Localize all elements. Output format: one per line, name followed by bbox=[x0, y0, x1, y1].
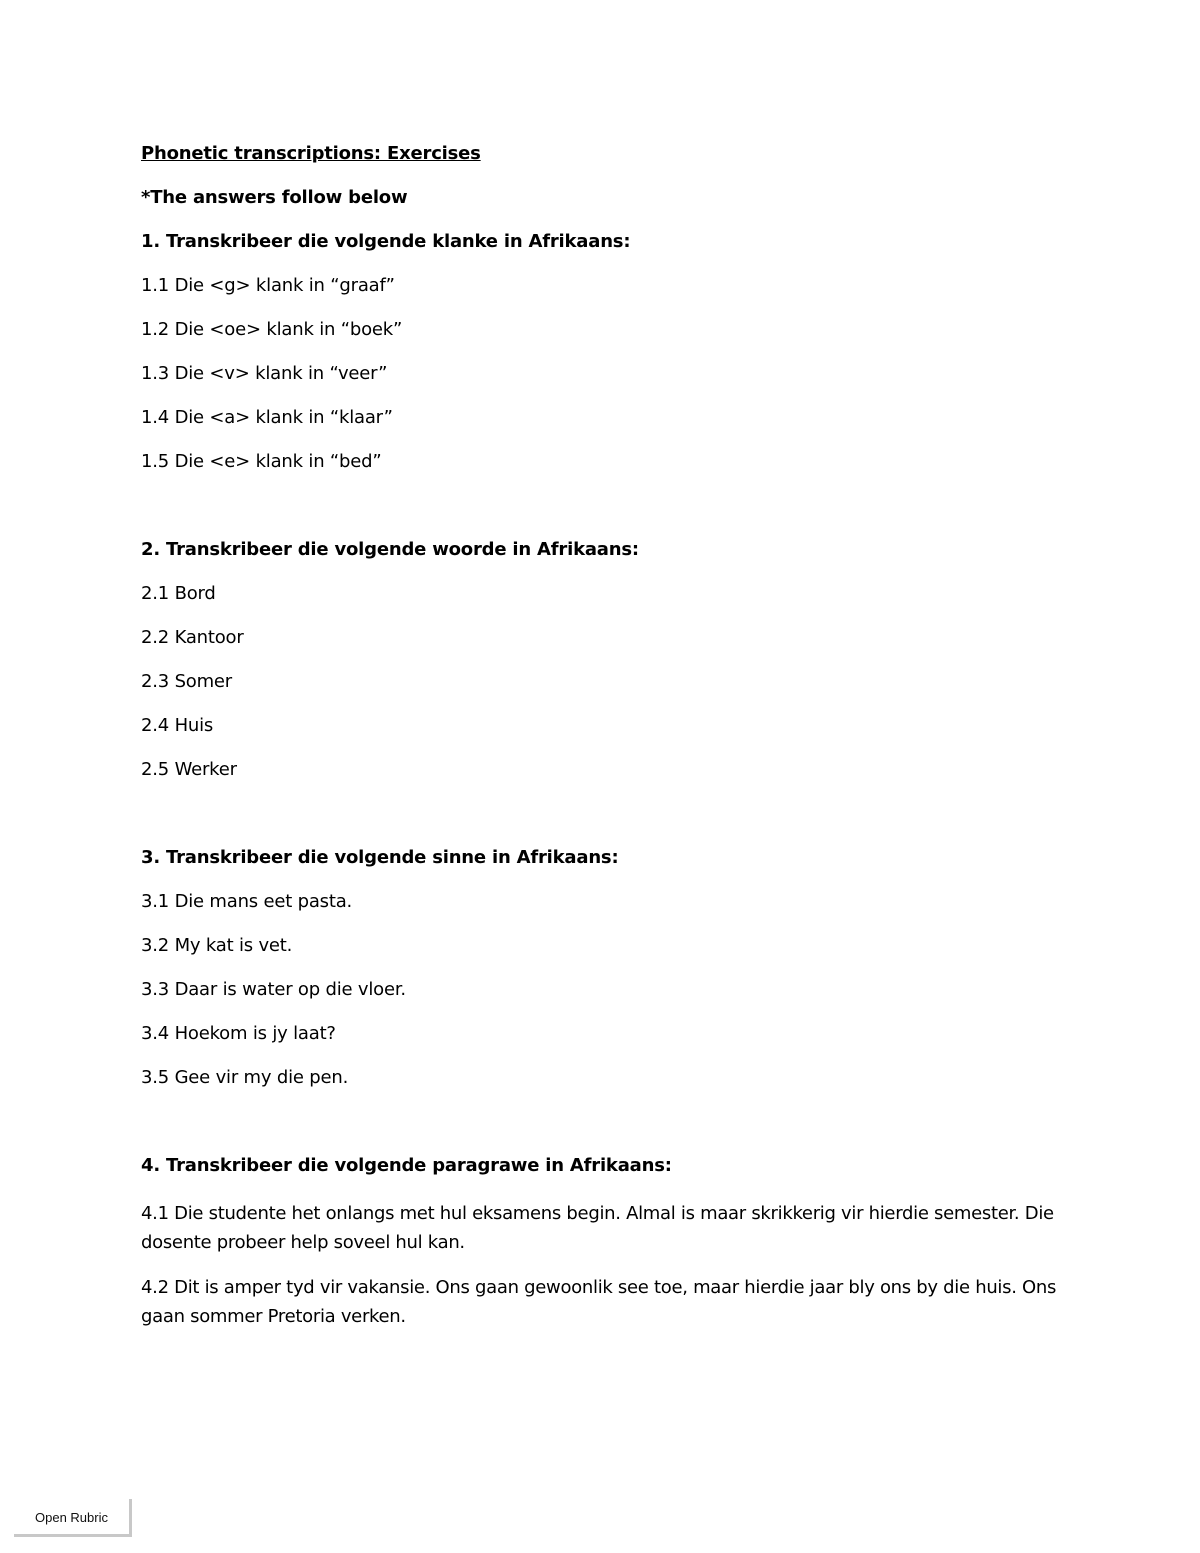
list-item bbox=[141, 1067, 1071, 1089]
section-spacer bbox=[141, 495, 1071, 539]
item-text: Die <oe> klank in “boek” bbox=[174, 319, 403, 340]
item-number: 4.2 bbox=[141, 1277, 169, 1298]
item-number: 2.4 bbox=[141, 715, 170, 736]
item-text: Die studente het onlangs met hul eksamens begin. Almal is maar skrikkerig vir hierdie semester. Die dosente probeer help soveel hul kan. bbox=[141, 1203, 1054, 1253]
item-number: 4.1 bbox=[141, 1203, 169, 1224]
section-spacer bbox=[141, 803, 1071, 847]
document-title: Phonetic transcriptions: Exercises bbox=[141, 143, 481, 164]
item-number: 3.4 bbox=[141, 1023, 170, 1044]
item-number: 3.5 bbox=[141, 1067, 170, 1088]
item-text: Hoekom is jy laat? bbox=[174, 1023, 336, 1044]
item-text: Kantoor bbox=[174, 627, 244, 648]
item-text: Die <g> klank in “graaf” bbox=[174, 275, 395, 296]
item-number: 3.1 bbox=[141, 891, 170, 912]
list-item bbox=[141, 319, 1071, 341]
item-text: Bord bbox=[174, 583, 216, 604]
list-item bbox=[141, 275, 1071, 297]
list-item bbox=[141, 627, 1071, 649]
item-text: Die <a> klank in “klaar” bbox=[174, 407, 393, 428]
item-number: 1.1 bbox=[141, 275, 170, 296]
list-item bbox=[141, 935, 1071, 957]
item-number: 3.2 bbox=[141, 935, 170, 956]
item-text: Huis bbox=[174, 715, 214, 736]
item-text: Die mans eet pasta. bbox=[174, 891, 353, 912]
item-number: 2.1 bbox=[141, 583, 170, 604]
item-text: Gee vir my die pen. bbox=[174, 1067, 349, 1088]
item-text: Werker bbox=[174, 759, 237, 780]
section-heading: 3. Transkribeer die volgende sinne in Afrikaans: bbox=[141, 847, 619, 868]
list-item bbox=[141, 1023, 1071, 1045]
item-number: 1.3 bbox=[141, 363, 170, 384]
list-item bbox=[141, 715, 1071, 737]
open-rubric-button[interactable]: Open Rubric bbox=[14, 1499, 132, 1537]
item-number: 1.5 bbox=[141, 451, 170, 472]
item-text: Dit is amper tyd vir vakansie. Ons gaan gewoonlik see toe, maar hierdie jaar bly ons by die huis. Ons gaan sommer Pretoria verken. bbox=[141, 1277, 1057, 1327]
item-number: 1.4 bbox=[141, 407, 170, 428]
document-content bbox=[141, 143, 1071, 1347]
section-heading: 1. Transkribeer die volgende klanke in Afrikaans: bbox=[141, 231, 631, 252]
item-text: My kat is vet. bbox=[174, 935, 293, 956]
list-item bbox=[141, 759, 1071, 781]
list-item bbox=[141, 891, 1071, 913]
item-number: 2.2 bbox=[141, 627, 170, 648]
paragraph-item bbox=[141, 1273, 1071, 1331]
item-number: 2.3 bbox=[141, 671, 170, 692]
item-text: Die <v> klank in “veer” bbox=[174, 363, 388, 384]
item-number: 3.3 bbox=[141, 979, 170, 1000]
answers-note: *The answers follow below bbox=[141, 187, 408, 208]
item-text: Die <e> klank in “bed” bbox=[174, 451, 382, 472]
list-item bbox=[141, 451, 1071, 473]
item-text: Somer bbox=[174, 671, 233, 692]
list-item bbox=[141, 979, 1071, 1001]
item-number: 1.2 bbox=[141, 319, 170, 340]
list-item bbox=[141, 363, 1071, 385]
item-text: Daar is water op die vloer. bbox=[174, 979, 406, 1000]
list-item bbox=[141, 407, 1071, 429]
item-number: 2.5 bbox=[141, 759, 170, 780]
section-heading: 2. Transkribeer die volgende woorde in Afrikaans: bbox=[141, 539, 639, 560]
list-item bbox=[141, 671, 1071, 693]
paragraph-item bbox=[141, 1199, 1071, 1257]
section-spacer bbox=[141, 1111, 1071, 1155]
list-item bbox=[141, 583, 1071, 605]
section-heading: 4. Transkribeer die volgende paragrawe in Afrikaans: bbox=[141, 1155, 672, 1176]
